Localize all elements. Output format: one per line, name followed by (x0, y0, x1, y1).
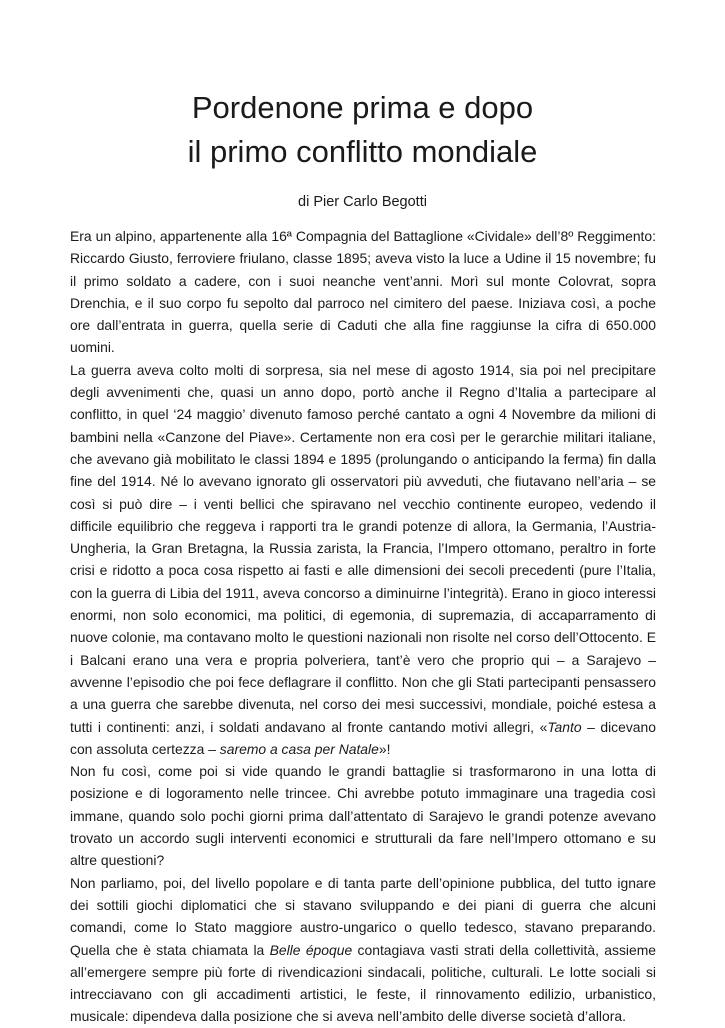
italic-quote-natale: saremo a casa per Natale (219, 740, 379, 757)
paragraph-2 (70, 359, 656, 760)
paragraph-text: La guerra aveva colto molti di sorpresa, sia nel mese di agosto 1914, sia poi nel precipitare degli avvenimenti che, quasi un anno dopo, portò anche il Regno d’Italia a partecipare al conflitto, in quel ‘24 maggio’ divenuto famoso perché cantato a ogni 4 Novembre da milioni di bambini nella «Canzone del Piave». Certamente non era così per le gerarchie militari italiane, che avevano già mobilitato le classi 1894 e 1895 (prolungando o anticipando la ferma) fin dalla fine del 1914. Né lo avevano ignorato gli osservatori più avveduti, che fiutavano nell’aria – se così si può dire – i venti bellici che spiravano nel vecchio continente europeo, vedendo il difficile equilibrio che reggeva i rapporti tra le grandi potenze di allora, la Germania, l’Austria-Ungheria, la Gran Bretagna, la Russia zarista, la Francia, l’Impero ottomano, peraltro in forte crisi e ridotto a poca cosa rispetto ai fasti e alle dimensioni dei secoli precedenti (pure l’Italia, con la guerra di Libia del 1911, aveva concorso a diminuirne l’integrità). Erano in gioco interessi enormi, non solo economici, ma politici, di egemonia, di supremazia, di accaparramento di nuove colonie, ma contavano molto le questioni nazionali non risolte nel corso dell’Ottocento. E i Balcani erano una vera e propria polveriera, tant’è vero che proprio qui – a Sarajevo – avvenne l’episodio che poi fece deflagrare il conflitto. Non che gli Stati partecipanti pensassero a una guerra che sarebbe divenuta, nel corso dei mesi successivi, mondiale, poiché estesa a tutti i continenti: anzi, i soldati andavano al fronte cantando motivi allegri, « (70, 361, 656, 735)
italic-quote-tanto: Tanto (547, 718, 582, 735)
paragraph-text: »! (378, 740, 391, 757)
paragraph-4 (70, 872, 656, 1028)
paragraph-1 (70, 225, 656, 359)
page-title (0, 86, 725, 174)
italic-belle-epoque: Belle époque (269, 941, 353, 958)
article-body (70, 225, 656, 1028)
paragraph-text: Non parliamo, poi, del livello popolare e di tanta parte dell’opinione pubblica, del tutto ignare dei sottili giochi diplomatici che si stavano sviluppando e dei piani di guerra che alcuni comandi, come lo Stato maggiore austro-ungarico o quello tedesco, stavano preparando. Quella che è stata chiamata la (70, 874, 656, 958)
title-line-2: il primo conflitto mondiale (187, 134, 538, 169)
paragraph-text: Era un alpino, appartenente alla 16ª Compagnia del Battaglione «Cividale» dell’8º Reggimento: Riccardo Giusto, ferroviere friulano, classe 1895; aveva visto la luce a Udine il 15 novembre; fu il primo soldato a cadere, con i suoi neanche vent’anni. Morì sul monte Colovrat, sopra Drenchia, e il suo corpo fu sepolto dal parroco nel cimitero del paese. Iniziava così, a poche ore dall’entrata in guerra, quella serie di Caduti che alla fine raggiunse la cifra di 650.000 uomini. (70, 228, 656, 356)
author-byline: di Pier Carlo Begotti (298, 194, 427, 210)
paragraph-text: contagiava vasti strati della collettività, assieme all’emergere sempre più forte di rivendicazioni sindacali, politiche, culturali. Le lotte sociali si intrecciavano con gli accadimenti artistici, le feste, il rinnovamento edilizio, urbanistico, musicale: dipendeva dalla posizione che si aveva nell’ambito delle diverse società d’allora. (70, 941, 657, 1025)
paragraph-3 (70, 760, 656, 871)
title-line-1: Pordenone prima e dopo (191, 90, 534, 125)
paragraph-text: Non fu così, come poi si vide quando le grandi battaglie si trasformarono in una lotta di posizione e di logoramento nelle trincee. Chi avrebbe potuto immaginare una tragedia così immane, quando solo pochi giorni prima dall’attentato di Sarajevo le grandi potenze avevano trovato un accordo sugli interventi economici e strutturali da fare nell’Impero ottomano e su altre questioni? (70, 763, 656, 869)
paragraph-text: – dicevano con assoluta certezza – (70, 718, 656, 757)
